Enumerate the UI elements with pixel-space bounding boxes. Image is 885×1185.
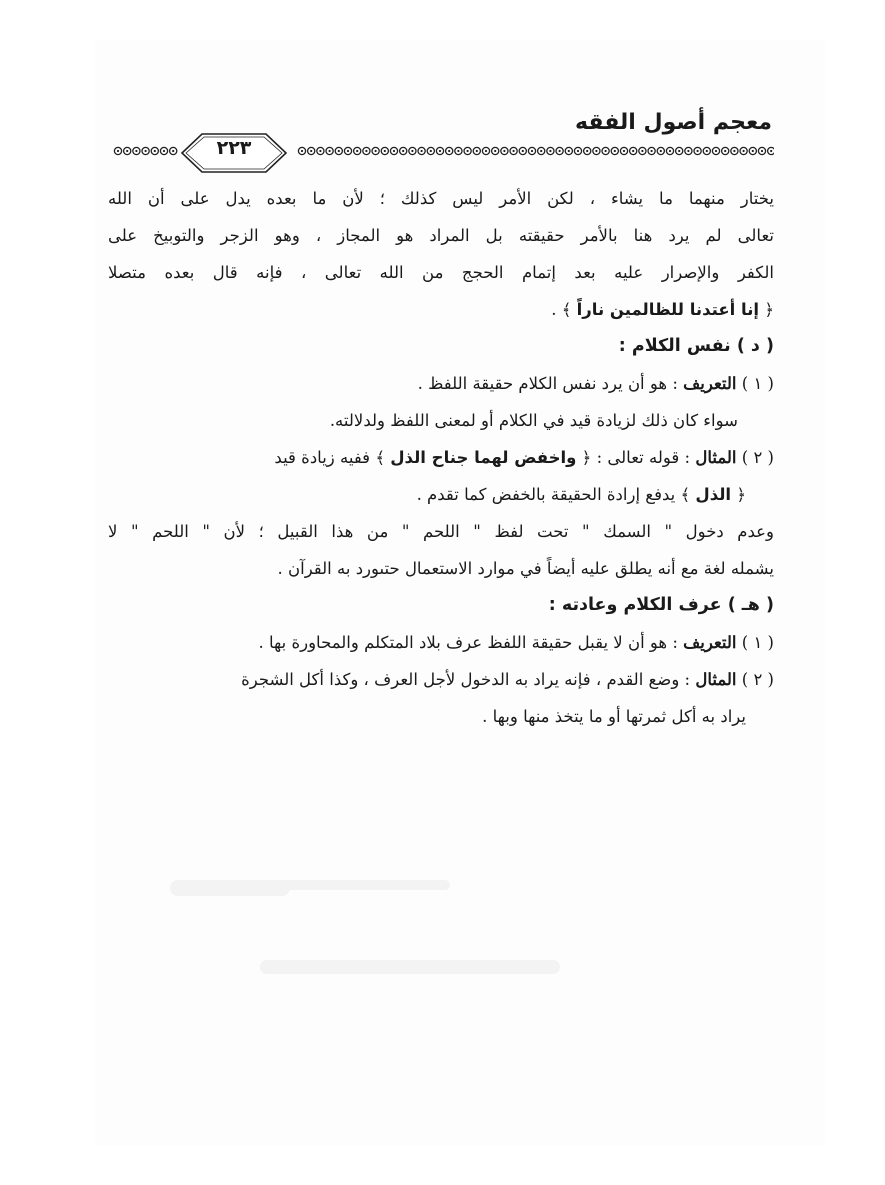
section-heading-d: ( د ) نفس الكلام : [618,336,774,356]
example-text: : قوله تعالى : [591,448,696,467]
quran-verse: إنا أعتدنا للظالمين ناراً [576,300,760,319]
item-number: ( ١ ) [741,374,774,393]
item-number: ( ٢ ) [741,670,774,689]
text-line: تعالى لم يرد هنا بالأمر حقيقته بل المراد هو المجاز ، وهو الزجر والتوبيخ على [108,226,774,245]
example-label: المثال [695,448,737,467]
example-line [108,476,774,513]
definition-line [108,624,774,661]
verse-line [108,291,774,328]
definition-text: : هو أن لا يقبل حقيقة اللفظ عرف بلاد المتكلم والمحاورة بها . [258,633,684,652]
definition-label: التعريف [683,374,737,393]
quran-verse: واخفض لهما جناح الذل [390,448,577,467]
example-text: ففيه زيادة قيد [274,448,376,467]
example-text: يدفع إرادة الحقيقة بالخفض كما تقدم . [416,485,681,504]
scan-smudge [260,960,560,974]
item-number: ( ٢ ) [741,448,774,467]
verse-bracket-close: ﴾ [375,448,385,467]
text-line: وعدم دخول " السمك " تحت لفظ " اللحم " من هذا القبيل ؛ لأن " اللحم " لا [108,522,774,541]
text-line: يراد به أكل ثمرتها أو ما يتخذ منها وبها . [482,707,746,726]
sentence-end: . [551,300,562,319]
verse-bracket-open: ﴿ [764,300,774,319]
verse-bracket-open: ﴿ [581,448,592,467]
definition-label: التعريف [683,633,737,652]
definition-note: سواء كان ذلك لزيادة قيد في الكلام أو لمعنى اللفظ ولدلالته. [329,411,738,430]
verse-bracket-close: ﴾ [561,300,572,319]
page-number: ٢٢٣ [216,137,252,159]
text-line: الكفر والإصرار عليه بعد إتمام الحجج من الله تعالى ، فإنه قال بعده متصلا [108,263,774,282]
quran-word: الذل [695,485,732,504]
section-heading-h: ( هـ ) عرف الكلام وعادته : [548,595,774,615]
text-line: يختار منهما ما يشاء ، لكن الأمر ليس كذلك ؛ لأن ما بعده يدل على أن الله [108,189,774,208]
definition-text: : هو أن يرد نفس الكلام حقيقة اللفظ . [417,374,684,393]
page-body [108,180,774,735]
verse-bracket-close: ﴾ [680,485,691,504]
definition-line [108,365,774,402]
example-text: : وضع القدم ، فإنه يراد به الدخول لأجل العرف ، وكذا أكل الشجرة [241,670,696,689]
example-line [108,661,774,698]
item-number: ( ١ ) [741,633,774,652]
example-line [108,439,774,476]
book-title: معجم أصول الفقه [575,110,772,135]
text-line: يشمله لغة مع أنه يطلق عليه أيضاً في موارد الاستعمال حتىورد به القرآن . [277,559,774,578]
verse-bracket-open: ﴿ [736,485,746,504]
scan-smudge [250,880,450,890]
example-label: المثال [695,670,737,689]
page-header [112,108,774,178]
